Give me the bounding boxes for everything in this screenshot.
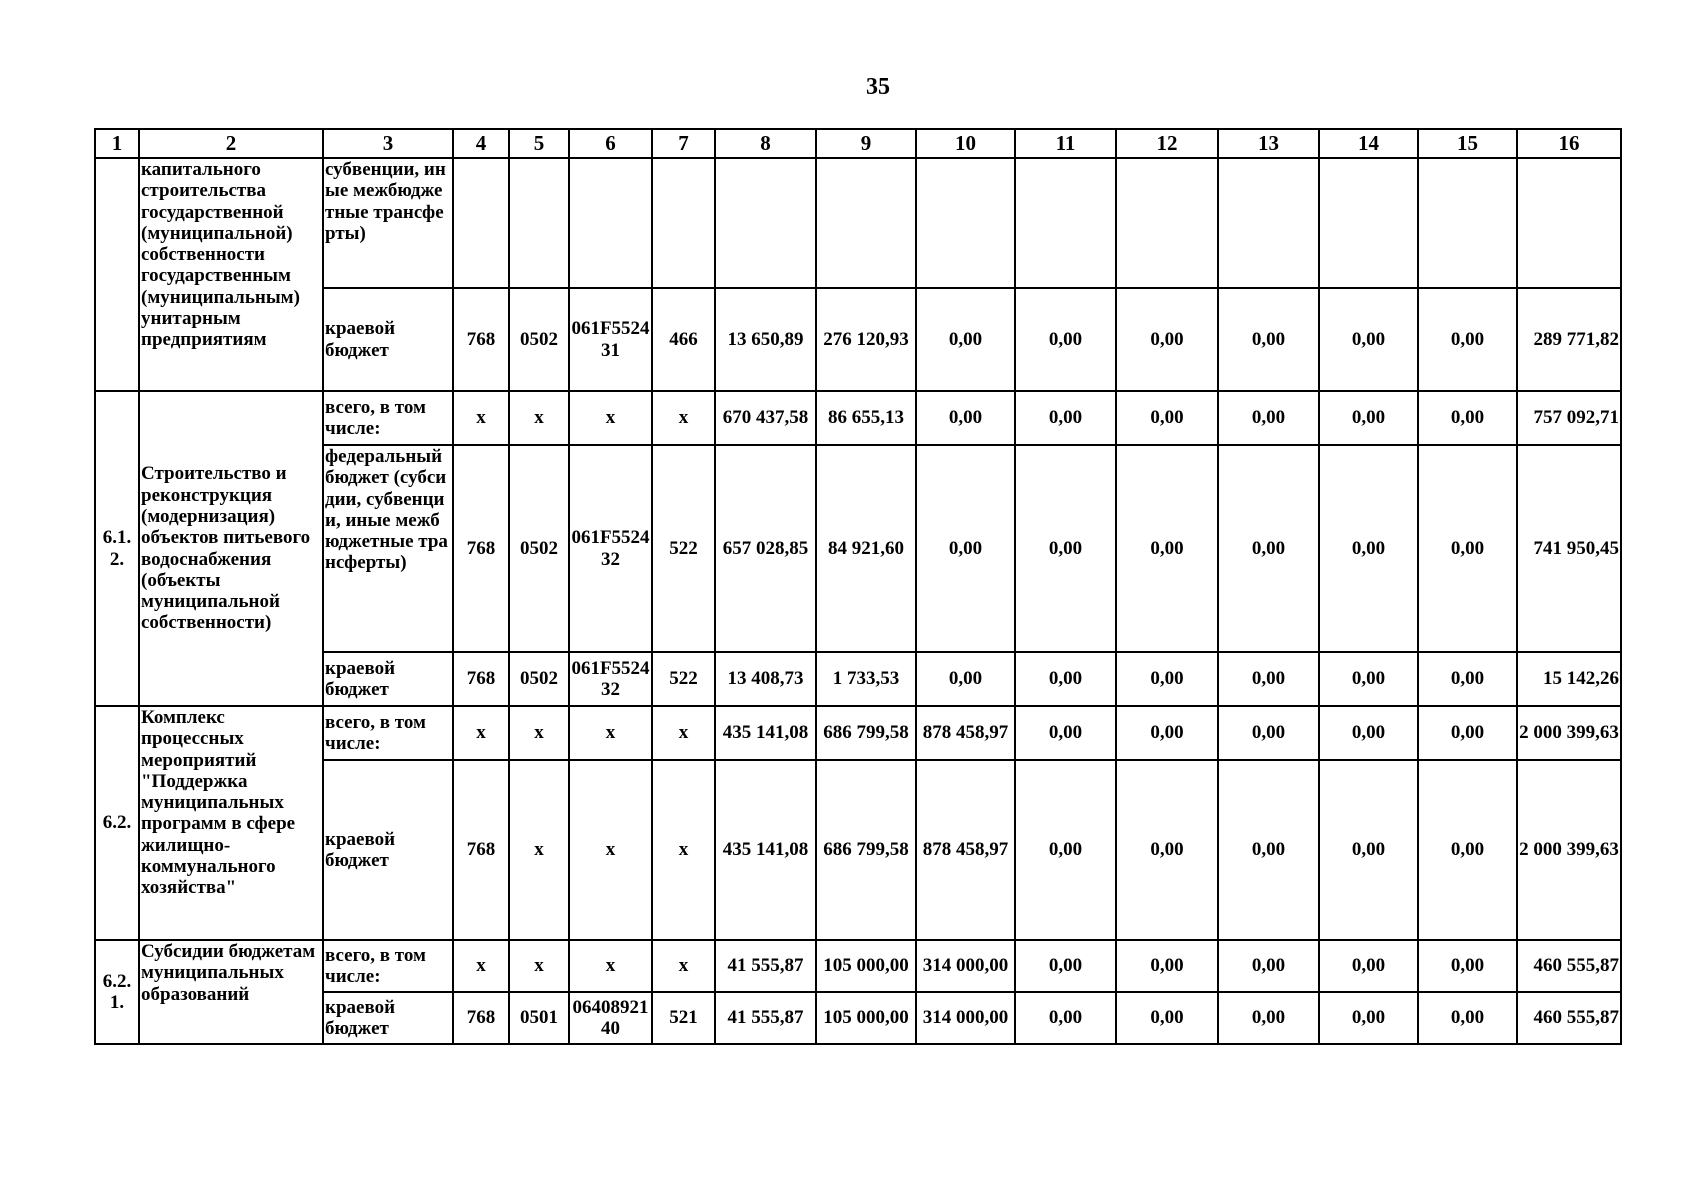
column-header: 10 xyxy=(916,129,1015,158)
cell: 0502 xyxy=(509,652,569,706)
cell: 435 141,08 xyxy=(715,760,816,940)
funding-source: краевой бюджет xyxy=(323,992,453,1044)
row-number: 6.1.2. xyxy=(95,391,139,706)
cell: 15 142,26 xyxy=(1517,652,1621,706)
event-name: Субсидии бюджетам муниципальных образований xyxy=(139,940,323,1044)
cell: 0,00 xyxy=(1015,940,1116,992)
cell: 2 000 399,63 xyxy=(1517,706,1621,760)
column-header: 3 xyxy=(323,129,453,158)
column-header: 16 xyxy=(1517,129,1621,158)
row-number xyxy=(95,158,139,391)
funding-source: краевой бюджет xyxy=(323,288,453,391)
cell: 0502 xyxy=(509,288,569,391)
cell: 0,00 xyxy=(1015,760,1116,940)
cell: х xyxy=(509,706,569,760)
cell: 0,00 xyxy=(1218,940,1319,992)
cell: 276 120,93 xyxy=(816,288,916,391)
cell: х xyxy=(453,706,509,760)
cell: 13 650,89 xyxy=(715,288,816,391)
cell: 768 xyxy=(453,652,509,706)
table-row xyxy=(95,760,1621,940)
table-row xyxy=(95,158,1621,288)
column-header: 15 xyxy=(1418,129,1517,158)
cell: 466 xyxy=(652,288,715,391)
cell: 0,00 xyxy=(1015,652,1116,706)
cell: 0,00 xyxy=(1015,992,1116,1044)
cell: 105 000,00 xyxy=(816,940,916,992)
table-row xyxy=(95,940,1621,992)
cell: 41 555,87 xyxy=(715,992,816,1044)
cell: 522 xyxy=(652,652,715,706)
cell: 1 733,53 xyxy=(816,652,916,706)
cell: 13 408,73 xyxy=(715,652,816,706)
cell: х xyxy=(652,940,715,992)
cell: 0,00 xyxy=(1116,652,1218,706)
cell: 0,00 xyxy=(1116,706,1218,760)
row-number: 6.2.1. xyxy=(95,940,139,1044)
funding-source: субвенции, иные межбюджетные трансферты) xyxy=(323,158,453,288)
cell: 0502 xyxy=(509,445,569,652)
cell: х xyxy=(652,391,715,445)
header-row xyxy=(95,129,1621,158)
cell: 741 950,45 xyxy=(1517,445,1621,652)
cell: 061F552432 xyxy=(569,652,652,706)
cell: 522 xyxy=(652,445,715,652)
cell: 878 458,97 xyxy=(916,706,1015,760)
cell: х xyxy=(569,760,652,940)
cell: 0640892140 xyxy=(569,992,652,1044)
table-row xyxy=(95,992,1621,1044)
column-header: 14 xyxy=(1319,129,1418,158)
cell: х xyxy=(509,940,569,992)
cell: 061F552431 xyxy=(569,288,652,391)
column-header: 4 xyxy=(453,129,509,158)
cell: 0501 xyxy=(509,992,569,1044)
cell: 670 437,58 xyxy=(715,391,816,445)
column-header: 9 xyxy=(816,129,916,158)
cell: 0,00 xyxy=(1218,992,1319,1044)
cell: 0,00 xyxy=(916,391,1015,445)
cell: 0,00 xyxy=(1218,288,1319,391)
cell: 84 921,60 xyxy=(816,445,916,652)
cell: 0,00 xyxy=(1015,288,1116,391)
table-row xyxy=(95,706,1621,760)
cell: х xyxy=(569,391,652,445)
cell: 0,00 xyxy=(1116,992,1218,1044)
cell: 0,00 xyxy=(1116,760,1218,940)
funding-source: всего, в том числе: xyxy=(323,940,453,992)
row-number: 6.2. xyxy=(95,706,139,940)
cell: 435 141,08 xyxy=(715,706,816,760)
cell: 768 xyxy=(453,445,509,652)
column-header: 1 xyxy=(95,129,139,158)
cell: 0,00 xyxy=(1116,940,1218,992)
cell: 768 xyxy=(453,992,509,1044)
cell: 061F552432 xyxy=(569,445,652,652)
funding-source: краевой бюджет xyxy=(323,760,453,940)
table-row xyxy=(95,391,1621,445)
cell: 0,00 xyxy=(1319,706,1418,760)
cell: 0,00 xyxy=(1015,706,1116,760)
cell: 0,00 xyxy=(1418,940,1517,992)
event-name: капитального строительства государственной (муниципальной) собственности государственным (муниципальным) унитарным предприятиям xyxy=(139,158,323,391)
cell: 0,00 xyxy=(1418,992,1517,1044)
column-header: 5 xyxy=(509,129,569,158)
cell: 460 555,87 xyxy=(1517,992,1621,1044)
cell: х xyxy=(509,760,569,940)
cell: 0,00 xyxy=(1116,391,1218,445)
cell: 0,00 xyxy=(916,445,1015,652)
cell: 0,00 xyxy=(1015,445,1116,652)
cell: 0,00 xyxy=(1116,445,1218,652)
cell: 105 000,00 xyxy=(816,992,916,1044)
cell: 0,00 xyxy=(1319,288,1418,391)
cell: 0,00 xyxy=(1319,992,1418,1044)
event-name: Строительство и реконструкция (модернизация) объектов питьевого водоснабжения (объекты муниципальной собственности) xyxy=(139,391,323,706)
column-header: 12 xyxy=(1116,129,1218,158)
column-header: 7 xyxy=(652,129,715,158)
column-header: 13 xyxy=(1218,129,1319,158)
cell: 686 799,58 xyxy=(816,760,916,940)
cell: 314 000,00 xyxy=(916,940,1015,992)
cell: 460 555,87 xyxy=(1517,940,1621,992)
cell: 0,00 xyxy=(1319,760,1418,940)
cell: 0,00 xyxy=(1418,760,1517,940)
event-name: Комплекс процессных мероприятий "Поддержка муниципальных программ в сфере жилищно-коммунального хозяйства" xyxy=(139,706,323,940)
cell: 0,00 xyxy=(1418,652,1517,706)
cell: 768 xyxy=(453,288,509,391)
funding-source: федеральный бюджет (субсидии, субвенции, иные межбюджетные трансферты) xyxy=(323,445,453,652)
cell: 0,00 xyxy=(1418,445,1517,652)
cell: 521 xyxy=(652,992,715,1044)
cell: 768 xyxy=(453,760,509,940)
cell: 757 092,71 xyxy=(1517,391,1621,445)
cell: х xyxy=(652,706,715,760)
table-row xyxy=(95,288,1621,391)
cell: х xyxy=(509,391,569,445)
cell: 289 771,82 xyxy=(1517,288,1621,391)
funding-source: всего, в том числе: xyxy=(323,706,453,760)
cell: 0,00 xyxy=(1218,706,1319,760)
cell: 0,00 xyxy=(1319,652,1418,706)
budget-table xyxy=(94,128,1622,1045)
cell: 0,00 xyxy=(1218,760,1319,940)
cell: 0,00 xyxy=(1319,445,1418,652)
cell: 41 555,87 xyxy=(715,940,816,992)
table-row xyxy=(95,652,1621,706)
cell: 314 000,00 xyxy=(916,992,1015,1044)
page-number: 35 xyxy=(866,74,890,100)
cell: 86 655,13 xyxy=(816,391,916,445)
cell: 0,00 xyxy=(1015,391,1116,445)
funding-source: краевой бюджет xyxy=(323,652,453,706)
cell: 0,00 xyxy=(1319,391,1418,445)
cell: 878 458,97 xyxy=(916,760,1015,940)
cell: 0,00 xyxy=(1418,706,1517,760)
cell: 657 028,85 xyxy=(715,445,816,652)
cell: 0,00 xyxy=(1218,652,1319,706)
column-header: 11 xyxy=(1015,129,1116,158)
cell: 0,00 xyxy=(916,652,1015,706)
cell: х xyxy=(569,940,652,992)
cell: х xyxy=(453,391,509,445)
column-header: 2 xyxy=(139,129,323,158)
funding-source: всего, в том числе: xyxy=(323,391,453,445)
column-header: 6 xyxy=(569,129,652,158)
cell: 0,00 xyxy=(1218,445,1319,652)
cell: 0,00 xyxy=(1418,391,1517,445)
cell: 2 000 399,63 xyxy=(1517,760,1621,940)
cell: х xyxy=(652,760,715,940)
cell: х xyxy=(569,706,652,760)
cell: 0,00 xyxy=(1418,288,1517,391)
cell: 0,00 xyxy=(1116,288,1218,391)
cell: 0,00 xyxy=(1218,391,1319,445)
table-row xyxy=(95,445,1621,652)
column-header: 8 xyxy=(715,129,816,158)
cell: 686 799,58 xyxy=(816,706,916,760)
cell: 0,00 xyxy=(1319,940,1418,992)
cell: х xyxy=(453,940,509,992)
cell: 0,00 xyxy=(916,288,1015,391)
